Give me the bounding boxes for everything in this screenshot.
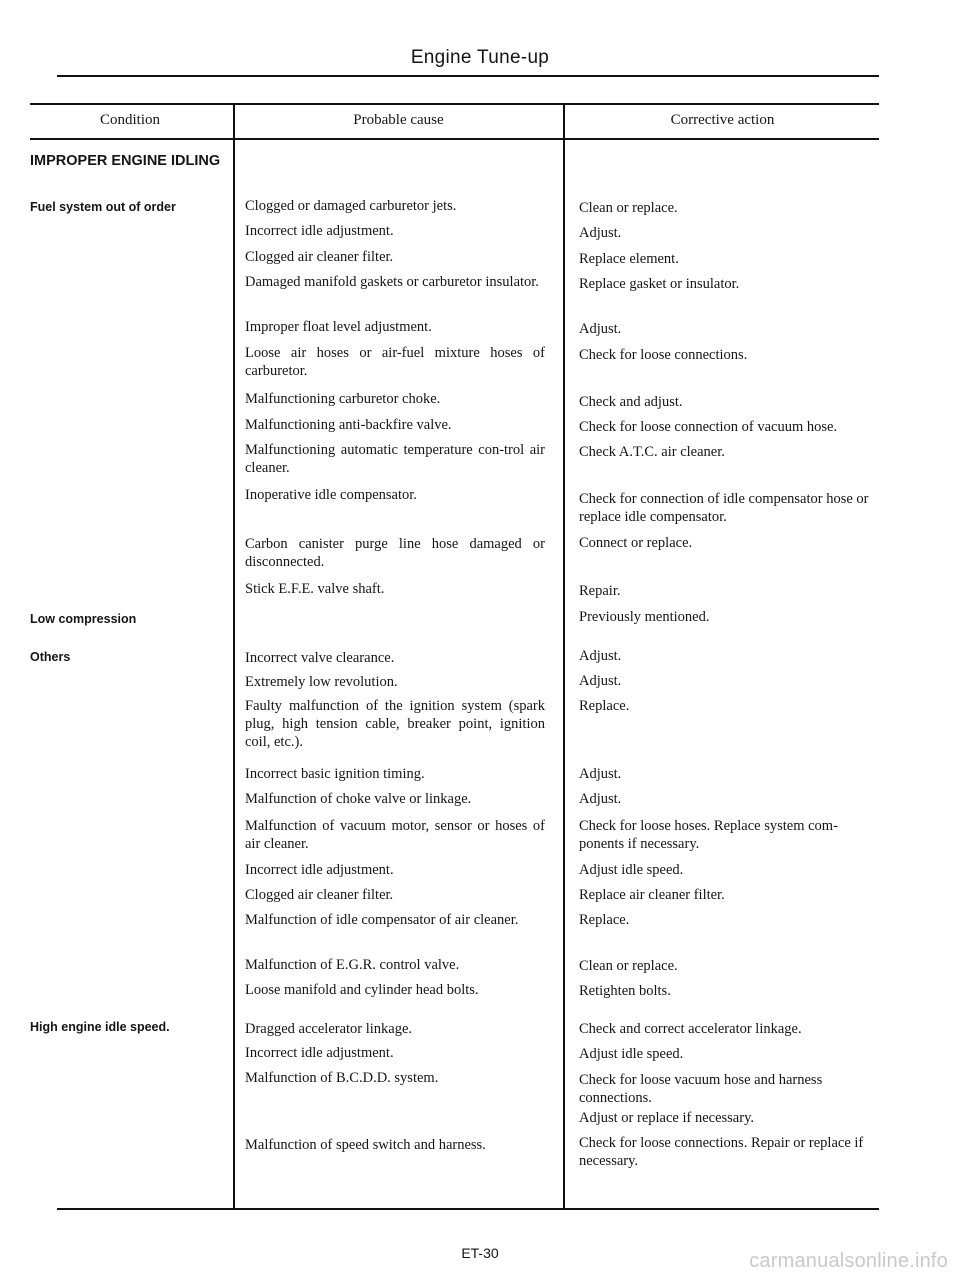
cause-item: Carbon canister purge line hose damaged or disconnected. bbox=[245, 536, 545, 570]
cause-item: Malfunction of vacuum motor, sensor or hoses of air cleaner. bbox=[245, 818, 545, 852]
cause-item: Inoperative idle compensator. bbox=[245, 487, 417, 503]
action-item: Check and correct accelerator linkage. bbox=[579, 1021, 802, 1037]
action-item: Replace. bbox=[579, 912, 630, 928]
cause-item: Incorrect valve clearance. bbox=[245, 650, 395, 666]
cause-item: Incorrect idle adjustment. bbox=[245, 1045, 394, 1061]
cause-item: Loose air hoses or air-fuel mixture hoses of carburetor. bbox=[245, 345, 545, 379]
table-bottom-rule bbox=[57, 1208, 879, 1210]
action-item: Check and adjust. bbox=[579, 394, 683, 410]
action-item: Adjust. bbox=[579, 766, 622, 782]
cause-item: Extremely low revolution. bbox=[245, 674, 398, 690]
action-item: Adjust. bbox=[579, 225, 622, 241]
action-item: Replace gasket or insulator. bbox=[579, 276, 740, 292]
action-item: Check for connection of idle compensator hose or replace idle compensator. bbox=[579, 491, 869, 525]
column-divider bbox=[233, 103, 235, 1210]
cause-item: Improper float level adjustment. bbox=[245, 319, 432, 335]
cause-item: Malfunction of B.C.D.D. system. bbox=[245, 1070, 439, 1086]
action-item: Replace air cleaner filter. bbox=[579, 887, 725, 903]
condition-label: High engine idle speed. bbox=[30, 1020, 170, 1034]
action-item: Adjust idle speed. bbox=[579, 862, 684, 878]
cause-item: Clogged or damaged carburetor jets. bbox=[245, 198, 457, 214]
action-item: Retighten bolts. bbox=[579, 983, 671, 999]
action-item: Adjust. bbox=[579, 648, 622, 664]
cause-item: Malfunction of E.G.R. control valve. bbox=[245, 957, 460, 973]
page-number: ET-30 bbox=[461, 1245, 499, 1261]
action-item: Clean or replace. bbox=[579, 958, 678, 974]
cause-item: Malfunction of speed switch and harness. bbox=[245, 1137, 486, 1153]
cause-item: Incorrect idle adjustment. bbox=[245, 223, 394, 239]
column-header-condition: Condition bbox=[99, 112, 160, 128]
action-item: Check for loose connections. bbox=[579, 347, 748, 363]
action-item: Replace element. bbox=[579, 251, 679, 267]
column-divider bbox=[563, 103, 565, 1210]
cause-item: Malfunction of idle compensator of air cleaner. bbox=[245, 912, 519, 928]
column-header-corrective-action: Corrective action bbox=[670, 112, 775, 128]
header-rule bbox=[57, 75, 879, 77]
condition-label: Fuel system out of order bbox=[30, 200, 176, 214]
action-item: Check A.T.C. air cleaner. bbox=[579, 444, 725, 460]
cause-item: Incorrect idle adjustment. bbox=[245, 862, 394, 878]
cause-item: Stick E.F.E. valve shaft. bbox=[245, 581, 385, 597]
action-item: Check for loose connections. Repair or replace if necessary. bbox=[579, 1135, 864, 1169]
cause-item: Malfunction of choke valve or linkage. bbox=[245, 791, 472, 807]
condition-label: Low compression bbox=[30, 612, 137, 626]
cause-item: Damaged manifold gaskets or carburetor insulator. bbox=[245, 274, 539, 290]
page-title: Engine Tune-up bbox=[410, 47, 550, 68]
action-item: Check for loose hoses. Replace system com-ponents if necessary. bbox=[579, 818, 838, 852]
table-top-rule bbox=[30, 103, 879, 105]
action-item: Repair. bbox=[579, 583, 621, 599]
condition-label: Others bbox=[30, 650, 71, 664]
cause-item: Dragged accelerator linkage. bbox=[245, 1021, 413, 1037]
cause-item: Malfunctioning carburetor choke. bbox=[245, 391, 441, 407]
action-item: Previously mentioned. bbox=[579, 609, 710, 625]
action-item: Adjust. bbox=[579, 321, 622, 337]
table-header-rule bbox=[30, 138, 879, 140]
cause-item: Incorrect basic ignition timing. bbox=[245, 766, 425, 782]
cause-item: Clogged air cleaner filter. bbox=[245, 249, 394, 265]
cause-item: Faulty malfunction of the ignition system (spark plug, high tension cable, breaker point, ignition coil, etc.). bbox=[245, 698, 545, 750]
action-item: Clean or replace. bbox=[579, 200, 678, 216]
watermark: carmanualsonline.info bbox=[749, 1250, 948, 1272]
cause-item: Loose manifold and cylinder head bolts. bbox=[245, 982, 479, 998]
action-item: Adjust. bbox=[579, 791, 622, 807]
column-header-probable-cause: Probable cause bbox=[353, 112, 444, 128]
action-item: Adjust. bbox=[579, 673, 622, 689]
condition-heading: IMPROPER ENGINE IDLING bbox=[30, 153, 221, 169]
action-item: Check for loose vacuum hose and harness connections. bbox=[579, 1072, 823, 1106]
action-item: Check for loose connection of vacuum hose. bbox=[579, 419, 838, 435]
cause-item: Clogged air cleaner filter. bbox=[245, 887, 394, 903]
action-item: Connect or replace. bbox=[579, 535, 693, 551]
action-item: Replace. bbox=[579, 698, 630, 714]
cause-item: Malfunctioning anti-backfire valve. bbox=[245, 417, 452, 433]
action-item: Adjust or replace if necessary. bbox=[579, 1110, 754, 1126]
cause-item: Malfunctioning automatic temperature con-trol air cleaner. bbox=[245, 442, 545, 476]
action-item: Adjust idle speed. bbox=[579, 1046, 684, 1062]
